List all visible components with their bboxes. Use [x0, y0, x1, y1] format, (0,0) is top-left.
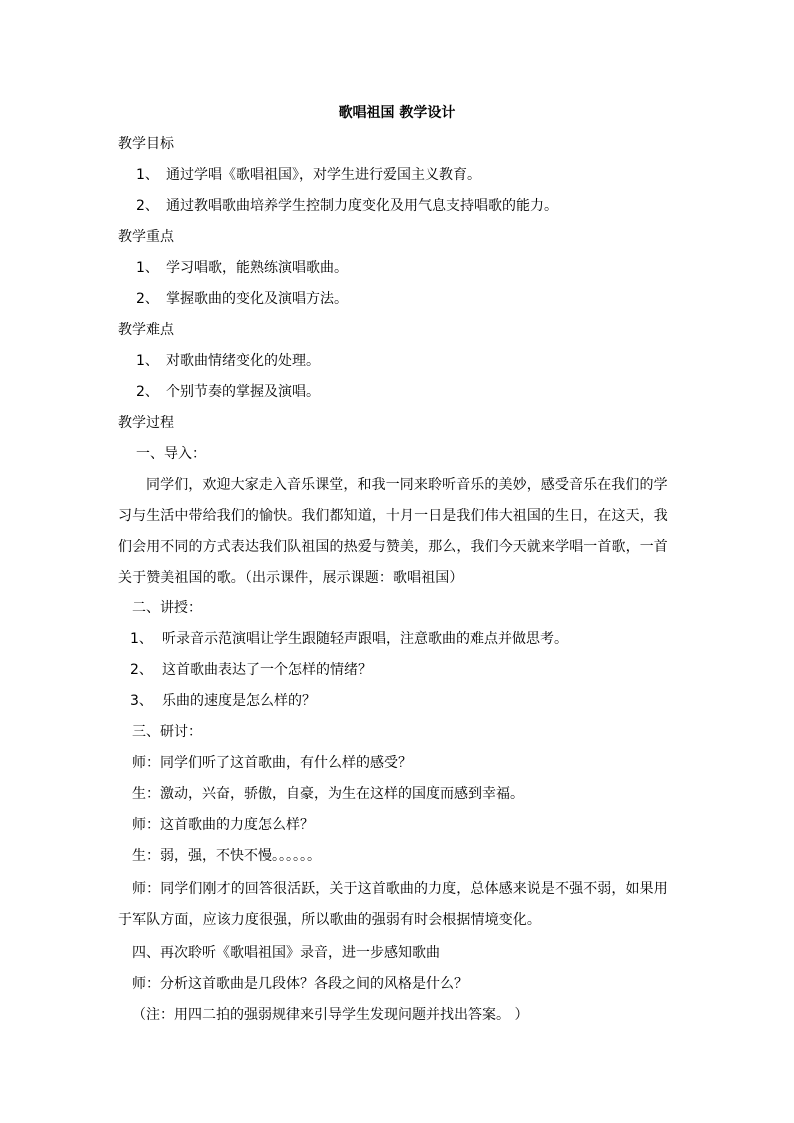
section-heading-key-points: 教学重点: [118, 229, 174, 245]
subsection-heading-listen-again: 四、再次聆听《歌唱祖国》录音，进一步感知歌曲: [132, 945, 440, 961]
list-item: 乐曲的速度是怎么样的？: [162, 693, 316, 709]
list-item: 学习唱歌，能熟练演唱歌曲。: [166, 260, 348, 276]
document-title: 歌唱祖国 教学设计: [338, 105, 456, 121]
list-number: 3、: [130, 693, 153, 709]
list-number: 2、: [136, 291, 159, 307]
list-number: 1、: [136, 167, 159, 183]
list-number: 1、: [136, 353, 159, 369]
list-item: 个别节奏的掌握及演唱。: [166, 384, 320, 400]
list-item: 掌握歌曲的变化及演唱方法。: [166, 291, 348, 307]
list-number: 2、: [136, 384, 159, 400]
list-item: 听录音示范演唱让学生跟随轻声跟唱，注意歌曲的难点并做思考。: [162, 631, 568, 647]
discussion-summary: 师：同学们刚才的回答很活跃，关于这首歌曲的力度，总体感来说是不强不弱，如果用于军队方面，应该力度很强，所以歌曲的强弱有时会根据情境变化。: [118, 881, 668, 928]
list-number: 1、: [130, 631, 153, 647]
dialogue-line: 生：激动，兴奋，骄傲，自豪，为生在这样的国度而感到幸福。: [132, 786, 524, 802]
list-number: 1、: [136, 260, 159, 276]
list-item: 通过学唱《歌唱祖国》，对学生进行爱国主义教育。: [166, 167, 481, 183]
note-line: （注：用四二拍的强弱规律来引导学生发现问题并找出答案。 ）: [132, 1007, 529, 1023]
dialogue-line: 师：同学们听了这首歌曲，有什么样的感受？: [132, 755, 412, 771]
section-heading-goals: 教学目标: [118, 136, 174, 152]
list-item: 对歌曲情绪变化的处理。: [166, 353, 320, 369]
list-item: 这首歌曲表达了一个怎样的情绪？: [162, 662, 372, 678]
list-number: 2、: [130, 662, 153, 678]
subsection-heading-teach: 二、讲授：: [132, 600, 202, 616]
dialogue-line: 生：弱，强，不快不慢。。。。。。: [132, 848, 321, 864]
subsection-heading-discuss: 三、研讨：: [132, 724, 202, 740]
dialogue-line: 师：这首歌曲的力度怎么样？: [132, 817, 314, 833]
section-heading-difficulties: 教学难点: [118, 322, 174, 338]
intro-paragraph: 同学们，欢迎大家走入音乐课堂，和我一同来聆听音乐的美妙，感受音乐在我们的学习与生活中带给我们的愉快。我们都知道，十月一日是我们伟大祖国的生日，在这天，我们会用不同的方式表达我们队祖国的热爱与赞美，那么，我们今天就来学唱一首歌，一首关于赞美祖国的歌。（出示课件，展示课题：歌唱祖国）: [118, 477, 668, 586]
dialogue-line: 师：分析这首歌曲是几段体？各段之间的风格是什么？: [132, 976, 468, 992]
list-number: 2、: [136, 198, 159, 214]
subsection-heading-intro: 一、导入：: [136, 446, 206, 462]
list-item: 通过教唱歌曲培养学生控制力度变化及用气息支持唱歌的能力。: [166, 198, 558, 214]
section-heading-process: 教学过程: [118, 415, 174, 431]
